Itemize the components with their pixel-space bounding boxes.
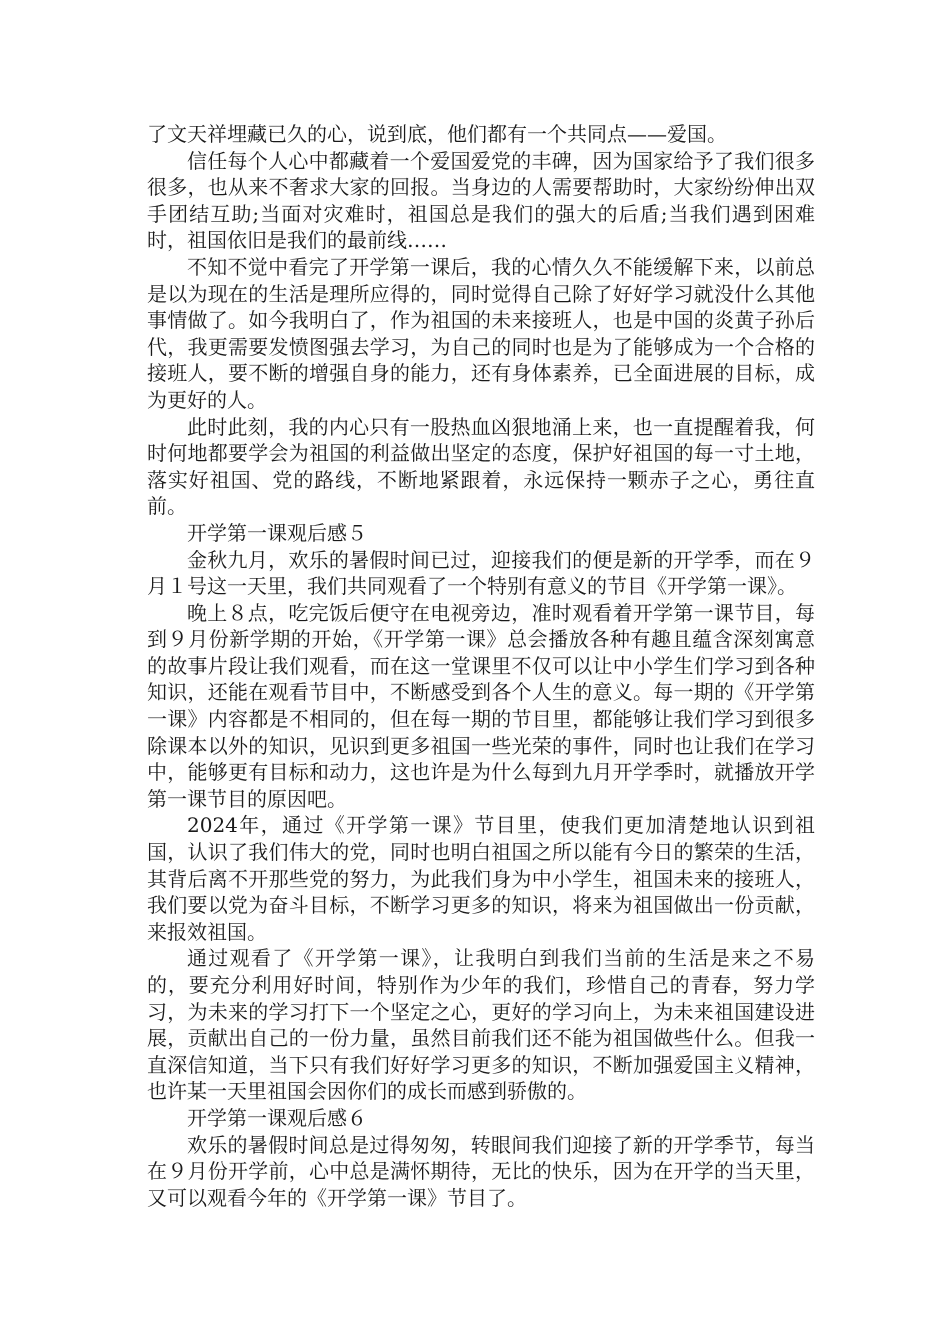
document-body: [147, 121, 815, 1211]
paragraph: 通过观看了《开学第一课》，让我明白到我们当前的生活是来之不易的，要充分利用好时间，特别作为少年的我们，珍惜自己的青春，努力学习，为未来的学习打下一个坚定之心，更好的学习向上，为未来祖国建设进展，贡献出自己的一份力量，虽然目前我们还不能为祖国做些什么。但我一直深信知道，当下只有我们好好学习更多的知识，不断加强爱国主义精神，也许某一天里祖国会因你们的成长而感到骄傲的。: [147, 946, 815, 1104]
paragraph: 2024年，通过《开学第一课》节目里，使我们更加清楚地认识到祖国，认识了我们伟大的党，同时也明白祖国之所以能有今日的繁荣的生活，其背后离不开那些党的努力，为此我们身为中小学生，祖国未来的接班人，我们要以党为奋斗目标，不断学习更多的知识，将来为祖国做出一份贡献，来报效祖国。: [147, 813, 815, 944]
paragraph: 晚上８点，吃完饭后便守在电视旁边，准时观看着开学第一课节目，每到９月份新学期的开始，《开学第一课》总会播放各种有趣且蕴含深刻寓意的故事片段让我们观看，而在这一堂课里不仅可以让中小学生们学习到各种知识，还能在观看节目中，不断感受到各个人生的意义。每一期的《开学第一课》内容都是不相同的，但在每一期的节目里，都能够让我们学习到很多除课本以外的知识，见识到更多祖国一些光荣的事件，同时也让我们在学习中，能够更有目标和动力，这也许是为什么每到九月开学季时，就播放开学第一课节目的原因吧。: [147, 600, 815, 811]
paragraph: 信任每个人心中都藏着一个爱国爱党的丰碑，因为国家给予了我们很多很多，也从来不奢求大家的回报。当身边的人需要帮助时，大家纷纷伸出双手团结互助;当面对灾难时，祖国总是我们的强大的后盾;当我们遇到困难时，祖国依旧是我们的最前线……: [147, 148, 815, 253]
paragraph-continuation: 了文天祥埋藏已久的心，说到底，他们都有一个共同点——爱国。: [147, 122, 727, 146]
paragraph: 金秋九月，欢乐的暑假时间已过，迎接我们的便是新的开学季，而在９月１号这一天里，我们共同观看了一个特别有意义的节目《开学第一课》。: [147, 547, 815, 599]
paragraph: 不知不觉中看完了开学第一课后，我的心情久久不能缓解下来，以前总是以为现在的生活是理所应得的，同时觉得自己除了好好学习就没什么其他事情做了。如今我明白了，作为祖国的未来接班人，也是中国的炎黄子孙后代，我更需要发愤图强去学习，为自己的同时也是为了能够成为一个合格的接班人，要不断的增强自身的能力，还有身体素养，已全面进展的目标，成为更好的人。: [147, 254, 815, 412]
paragraph: 此时此刻，我的内心只有一股热血凶狠地涌上来，也一直提醒着我，何时何地都要学会为祖国的利益做出坚定的态度，保护好祖国的每一寸土地，落实好祖国、党的路线，不断地紧跟着，永远保持一颗赤子之心，勇往直前。: [147, 414, 815, 519]
section-heading: 开学第一课观后感５: [187, 520, 367, 545]
paragraph: 欢乐的暑假时间总是过得匆匆，转眼间我们迎接了新的开学季节，每当在９月份开学前，心中总是满怀期待，无比的快乐，因为在开学的当天里，又可以观看今年的《开学第一课》节目了。: [147, 1132, 815, 1210]
section-heading: 开学第一课观后感６: [187, 1105, 367, 1130]
